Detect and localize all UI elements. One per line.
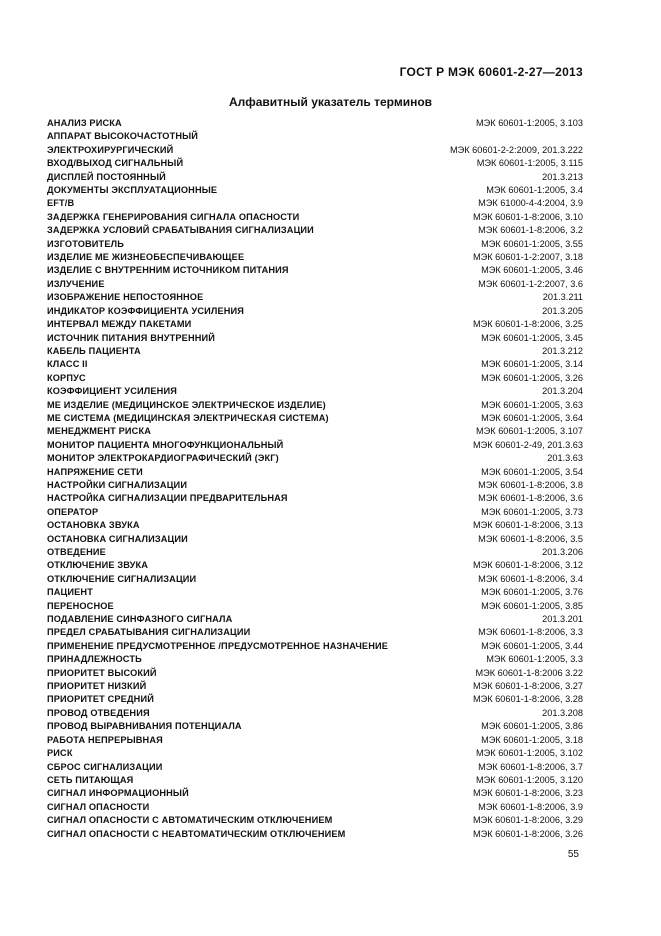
index-term: ПРЕДЕЛ СРАБАТЫВАНИЯ СИГНАЛИЗАЦИИ: [47, 627, 251, 638]
index-term: СИГНАЛ ИНФОРМАЦИОННЫЙ: [47, 788, 189, 799]
index-entry: [47, 814, 583, 827]
index-term: СИГНАЛ ОПАСНОСТИ С АВТОМАТИЧЕСКИМ ОТКЛЮЧЕНИЕМ: [47, 815, 333, 826]
index-term: ПРИОРИТЕТ ВЫСОКИЙ: [47, 667, 157, 678]
index-reference: МЭК 60601-1:2005, 3.18: [481, 734, 583, 745]
index-term: ИЗГОТОВИТЕЛЬ: [47, 238, 124, 249]
index-entry: [47, 640, 583, 653]
index-reference: МЭК 60601-1:2005, 3.63: [481, 399, 583, 410]
index-entry: [47, 412, 583, 425]
index-entry: [47, 559, 583, 572]
index-entry: [47, 586, 583, 599]
index-entry: [47, 184, 583, 197]
index-reference: МЭК 60601-1:2005, 3.46: [481, 265, 583, 276]
index-entry: [47, 157, 583, 170]
index-entry: [47, 573, 583, 586]
index-reference: МЭК 60601-1:2005, 3.14: [481, 359, 583, 370]
index-reference: МЭК 60601-1-8:2006, 3.29: [472, 815, 583, 826]
index-term: EFT/B: [47, 198, 75, 209]
index-entry: [47, 332, 583, 345]
index-entry: [47, 653, 583, 666]
index-term: ДИСПЛЕЙ ПОСТОЯННЫЙ: [47, 171, 166, 182]
index-entry: [47, 144, 583, 157]
index-term: ЗАДЕРЖКА УСЛОВИЙ СРАБАТЫВАНИЯ СИГНАЛИЗАЦИИ: [47, 225, 314, 236]
index-reference: МЭК 60601-1-8:2006, 3.5: [478, 533, 583, 544]
index-reference: МЭК 60601-1:2005, 3.73: [481, 506, 583, 517]
index-entry: [47, 345, 583, 358]
index-reference: МЭК 60601-1:2005, 3.85: [481, 600, 583, 611]
index-term: АНАЛИЗ РИСКА: [47, 118, 122, 128]
index-term: КАБЕЛЬ ПАЦИЕНТА: [47, 345, 141, 356]
index-reference: МЭК 60601-1:2005, 3.44: [481, 640, 583, 651]
index-term: НАСТРОЙКИ СИГНАЛИЗАЦИИ: [47, 479, 188, 490]
index-reference: 201.3.63: [547, 453, 583, 464]
index-term: ЗАДЕРЖКА ГЕНЕРИРОВАНИЯ СИГНАЛА ОПАСНОСТИ: [47, 211, 300, 222]
index-term: СЕТЬ ПИТАЮЩАЯ: [47, 774, 134, 785]
index-reference: МЭК 60601-1-2:2007, 3.6: [478, 278, 583, 289]
index-entry: [47, 211, 583, 224]
index-reference: МЭК 60601-1-8:2006, 3.10: [472, 211, 583, 222]
index-entry: [47, 519, 583, 532]
index-entry: [47, 130, 583, 143]
index-term: ПЕРЕНОСНОЕ: [47, 600, 114, 611]
index-entry: [47, 626, 583, 639]
index-reference: МЭК 60601-1-8:2006 3.22: [475, 667, 583, 678]
index-entry: [47, 117, 583, 130]
index-term: ПРОВОД ВЫРАВНИВАНИЯ ПОТЕНЦИАЛА: [47, 721, 242, 732]
index-entry: [47, 774, 583, 787]
index-reference: МЭК 60601-1:2005, 3.54: [481, 466, 583, 477]
index-entry: [47, 801, 583, 814]
index-term: ПРИОРИТЕТ СРЕДНИЙ: [47, 694, 154, 705]
index-reference: 201.3.204: [542, 386, 583, 397]
index-reference: МЭК 60601-1-8:2006, 3.13: [472, 520, 583, 531]
index-reference: МЭК 60601-1:2005, 3.120: [476, 774, 583, 785]
index-entry: [47, 358, 583, 371]
index-entry: [47, 707, 583, 720]
index-term: НАСТРОЙКА СИГНАЛИЗАЦИИ ПРЕДВАРИТЕЛЬНАЯ: [47, 493, 288, 504]
index-entry: [47, 238, 583, 251]
index-reference: МЭК 60601-1:2005, 3.86: [481, 721, 583, 732]
index-entry: [47, 479, 583, 492]
index-entry: [47, 680, 583, 693]
index-term: РИСК: [47, 748, 73, 759]
index-term: НАПРЯЖЕНИЕ СЕТИ: [47, 466, 143, 477]
index-term: КОРПУС: [47, 372, 86, 383]
index-reference: МЭК 60601-1-8:2006, 3.2: [478, 225, 583, 236]
index-term: ДОКУМЕНТЫ ЭКСПЛУАТАЦИОННЫЕ: [47, 185, 218, 196]
index-term: МЕ ИЗДЕЛИЕ (МЕДИЦИНСКОЕ ЭЛЕКТРИЧЕСКОЕ ИЗДЕЛИЕ): [47, 399, 326, 410]
index-entry: [47, 747, 583, 760]
index-reference: МЭК 60601-1-8:2006, 3.7: [478, 761, 583, 772]
index-term: ИНДИКАТОР КОЭФФИЦИЕНТА УСИЛЕНИЯ: [47, 305, 245, 316]
index-term: МЕ СИСТЕМА (МЕДИЦИНСКАЯ ЭЛЕКТРИЧЕСКАЯ СИСТЕМА): [47, 412, 329, 423]
index-reference: 201.3.201: [542, 614, 583, 625]
index-term: ПАЦИЕНТ: [47, 587, 93, 598]
index-reference: МЭК 60601-1:2005, 3.76: [481, 587, 583, 598]
index-reference: МЭК 61000-4-4:2004, 3.9: [478, 198, 583, 209]
index-reference: МЭК 60601-1-2:2007, 3.18: [472, 252, 583, 263]
index-entry: [47, 533, 583, 546]
index-entry: [47, 197, 583, 210]
index-entry: [47, 787, 583, 800]
index-entry: [47, 305, 583, 318]
page-number: 55: [567, 849, 579, 860]
index-term: ПРИНАДЛЕЖНОСТЬ: [47, 654, 142, 665]
index-term: ИЗЛУЧЕНИЕ: [47, 278, 105, 289]
index-entry: [47, 546, 583, 559]
index-entry: [47, 761, 583, 774]
index-reference: МЭК 60601-1-8:2006, 3.27: [472, 681, 583, 692]
index-entry: [47, 734, 583, 747]
index-reference: МЭК 60601-1:2005, 3.26: [481, 372, 583, 383]
index-entry: [47, 720, 583, 733]
index-entry: [47, 466, 583, 479]
index-reference: МЭК 60601-1-8:2006, 3.6: [478, 493, 583, 504]
index-reference: МЭК 60601-1:2005, 3.55: [481, 238, 583, 249]
index-reference: МЭК 60601-1-8:2006, 3.4: [478, 573, 583, 584]
index-reference: МЭК 60601-1-8:2006, 3.23: [472, 788, 583, 799]
index-entry: [47, 278, 583, 291]
index-term: ИЗДЕЛИЕ МЕ ЖИЗНЕОБЕСПЕЧИВАЮЩЕЕ: [47, 252, 245, 263]
index-term: ИНТЕРВАЛ МЕЖДУ ПАКЕТАМИ: [47, 319, 192, 330]
index-reference: 201.3.208: [542, 707, 583, 718]
index-entry: [47, 372, 583, 385]
index-term: ИЗДЕЛИЕ С ВНУТРЕННИМ ИСТОЧНИКОМ ПИТАНИЯ: [47, 265, 289, 276]
index-reference: МЭК 60601-1:2005, 3.64: [481, 412, 583, 423]
index-reference: МЭК 60601-1-8:2006, 3.8: [478, 479, 583, 490]
index-reference: МЭК 60601-1:2005, 3.115: [476, 158, 583, 169]
index-term: АППАРАТ ВЫСОКОЧАСТОТНЫЙ: [47, 131, 199, 142]
index-term: СБРОС СИГНАЛИЗАЦИИ: [47, 761, 163, 772]
index-entry: [47, 693, 583, 706]
index-entry: [47, 828, 583, 841]
index-reference: 201.3.213: [542, 171, 583, 182]
index-entry: [47, 399, 583, 412]
index-term: ОТКЛЮЧЕНИЕ ЗВУКА: [47, 560, 149, 571]
index-term: МОНИТОР ПАЦИЕНТА МНОГОФУНКЦИОНАЛЬНЫЙ: [47, 439, 284, 450]
index-term: МОНИТОР ЭЛЕКТРОКАРДИОГРАФИЧЕСКИЙ (ЭКГ): [47, 453, 279, 464]
document-header: ГОСТ Р МЭК 60601-2-27—2013: [399, 65, 583, 79]
index-reference: МЭК 60601-1:2005, 3.45: [481, 332, 583, 343]
index-reference: 201.3.205: [542, 305, 583, 316]
index-reference: МЭК 60601-1-8:2006, 3.25: [472, 319, 583, 330]
index-entry: [47, 251, 583, 264]
index-term: ОСТАНОВКА ЗВУКА: [47, 520, 140, 531]
index-term: СИГНАЛ ОПАСНОСТИ С НЕАВТОМАТИЧЕСКИМ ОТКЛЮЧЕНИЕМ: [47, 828, 346, 839]
index-entry: [47, 600, 583, 613]
index-entry: [47, 425, 583, 438]
index-term: ИЗОБРАЖЕНИЕ НЕПОСТОЯННОЕ: [47, 292, 204, 303]
index-term: МЕНЕДЖМЕНТ РИСКА: [47, 426, 151, 437]
index-reference: 201.3.212: [542, 345, 583, 356]
index-reference: МЭК 60601-1:2005, 3.107: [476, 426, 583, 437]
index-term: ОТКЛЮЧЕНИЕ СИГНАЛИЗАЦИИ: [47, 573, 197, 584]
index-reference: 201.3.211: [542, 292, 583, 303]
index-term: ПРИОРИТЕТ НИЗКИЙ: [47, 681, 147, 692]
index-entry: [47, 439, 583, 452]
index-entry: [47, 492, 583, 505]
index-term: ОСТАНОВКА СИГНАЛИЗАЦИИ: [47, 533, 188, 544]
index-entry: [47, 264, 583, 277]
index-reference: МЭК 60601-1-8:2006, 3.26: [472, 828, 583, 839]
index-term: ВХОД/ВЫХОД СИГНАЛЬНЫЙ: [47, 158, 184, 169]
index-reference: МЭК 60601-1-8:2006, 3.3: [478, 627, 583, 638]
index-reference: МЭК 60601-1-8:2006, 3.28: [472, 694, 583, 705]
index-reference: МЭК 60601-1:2005, 3.103: [476, 118, 583, 128]
index-entry: [47, 667, 583, 680]
index-entry: [47, 224, 583, 237]
index-reference: МЭК 60601-1-8:2006, 3.12: [472, 560, 583, 571]
index-term: ПРИМЕНЕНИЕ ПРЕДУСМОТРЕННОЕ /ПРЕДУСМОТРЕННОЕ НАЗНАЧЕНИЕ: [47, 640, 389, 651]
index-term: РАБОТА НЕПРЕРЫВНАЯ: [47, 734, 163, 745]
term-index-list: [47, 117, 583, 841]
index-term: СИГНАЛ ОПАСНОСТИ: [47, 801, 150, 812]
index-reference: 201.3.206: [542, 547, 583, 557]
index-entry: [47, 171, 583, 184]
index-entry: [47, 506, 583, 519]
index-reference: МЭК 60601-1:2005, 3.102: [476, 748, 583, 759]
index-term: ЭЛЕКТРОХИРУРГИЧЕСКИЙ: [47, 144, 174, 155]
index-reference: МЭК 60601-1:2005, 3.4: [486, 185, 583, 196]
index-reference: МЭК 60601-2-49, 201.3.63: [472, 439, 583, 450]
index-entry: [47, 613, 583, 626]
index-reference: МЭК 60601-2-2:2009, 201.3.222: [449, 144, 583, 155]
index-entry: [47, 452, 583, 465]
index-title: Алфавитный указатель терминов: [228, 95, 433, 109]
index-term: КЛАСС II: [47, 359, 88, 370]
index-term: КОЭФФИЦИЕНТ УСИЛЕНИЯ: [47, 386, 177, 397]
index-term: ОТВЕДЕНИЕ: [47, 547, 106, 557]
index-reference: МЭК 60601-1-8:2006, 3.9: [478, 801, 583, 812]
index-term: ПРОВОД ОТВЕДЕНИЯ: [47, 707, 150, 718]
index-reference: МЭК 60601-1:2005, 3.3: [486, 654, 583, 665]
index-term: ПОДАВЛЕНИЕ СИНФАЗНОГО СИГНАЛА: [47, 614, 233, 625]
index-term: ИСТОЧНИК ПИТАНИЯ ВНУТРЕННИЙ: [47, 332, 216, 343]
index-entry: [47, 385, 583, 398]
index-entry: [47, 291, 583, 304]
index-entry: [47, 318, 583, 331]
index-term: ОПЕРАТОР: [47, 506, 99, 517]
